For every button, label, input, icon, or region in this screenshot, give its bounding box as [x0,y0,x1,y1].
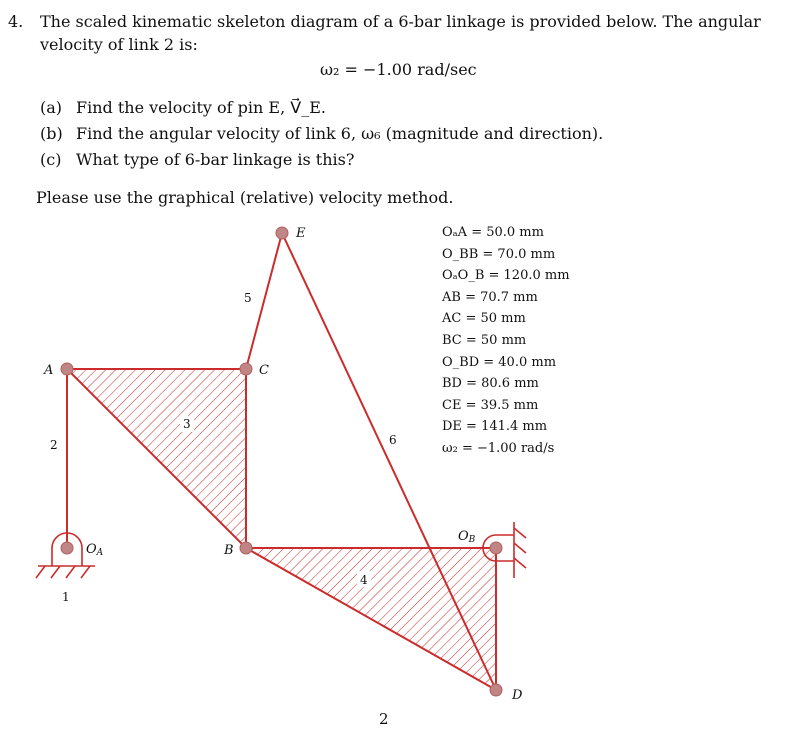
label-oa: OA [86,542,104,558]
instruction: Please use the graphical (relative) velocity method. [36,188,454,207]
omega-equation: ω₂ = −1.00 rad/sec [320,60,477,79]
link-label-3: 3 [183,417,191,431]
link-4-plate [246,548,496,690]
link-label-5: 5 [244,291,252,305]
label-ob: OB [458,529,476,545]
problem-number: 4. [8,12,24,31]
part-b-text: Find the angular velocity of link 6, ω₆ (magnitude and direction). [76,124,604,143]
part-a-text: Find the velocity of pin E, V⃗_E. [76,98,326,117]
pin-a [61,363,73,375]
link-label-2: 2 [50,438,58,452]
label-a: A [44,363,54,378]
link-label-1: 1 [62,590,70,604]
pin-ob [490,542,502,554]
part-c-label: (c) [40,150,62,169]
spec-ce: CE = 39.5 mm [442,397,539,413]
spec-ab: AB = 70.7 mm [442,289,538,305]
link-3-plate [67,369,246,548]
spec-oaob: OₐO_B = 120.0 mm [442,268,570,284]
spec-bd: BD = 80.6 mm [442,376,539,392]
pin-e [276,227,288,239]
page-number: 2 [379,710,389,728]
spec-de: DE = 141.4 mm [442,419,548,435]
pin-b [240,542,252,554]
spec-bc: BC = 50 mm [442,332,527,348]
label-d: D [512,688,523,703]
problem-intro-line2: velocity of link 2 is: [40,35,198,54]
link-label-4: 4 [360,573,368,587]
part-b-label: (b) [40,124,63,143]
problem-intro-line1: The scaled kinematic skeleton diagram of a 6-bar linkage is provided below. The angular [40,12,761,31]
label-b: B [224,543,234,558]
pin-d [490,684,502,696]
spec-obb: O_BB = 70.0 mm [442,246,556,262]
spec-obd: O_BD = 40.0 mm [442,354,557,370]
pin-oa [61,542,73,554]
part-c-text: What type of 6-bar linkage is this? [76,150,355,169]
label-e: E [296,226,306,241]
spec-omega2: ω₂ = −1.00 rad/s [442,440,555,456]
spec-oaa: OₐA = 50.0 mm [442,225,544,240]
label-c: C [259,363,269,378]
pin-c [240,363,252,375]
link-label-6: 6 [389,433,397,447]
spec-ac: AC = 50 mm [442,311,526,327]
part-a-label: (a) [40,98,63,117]
